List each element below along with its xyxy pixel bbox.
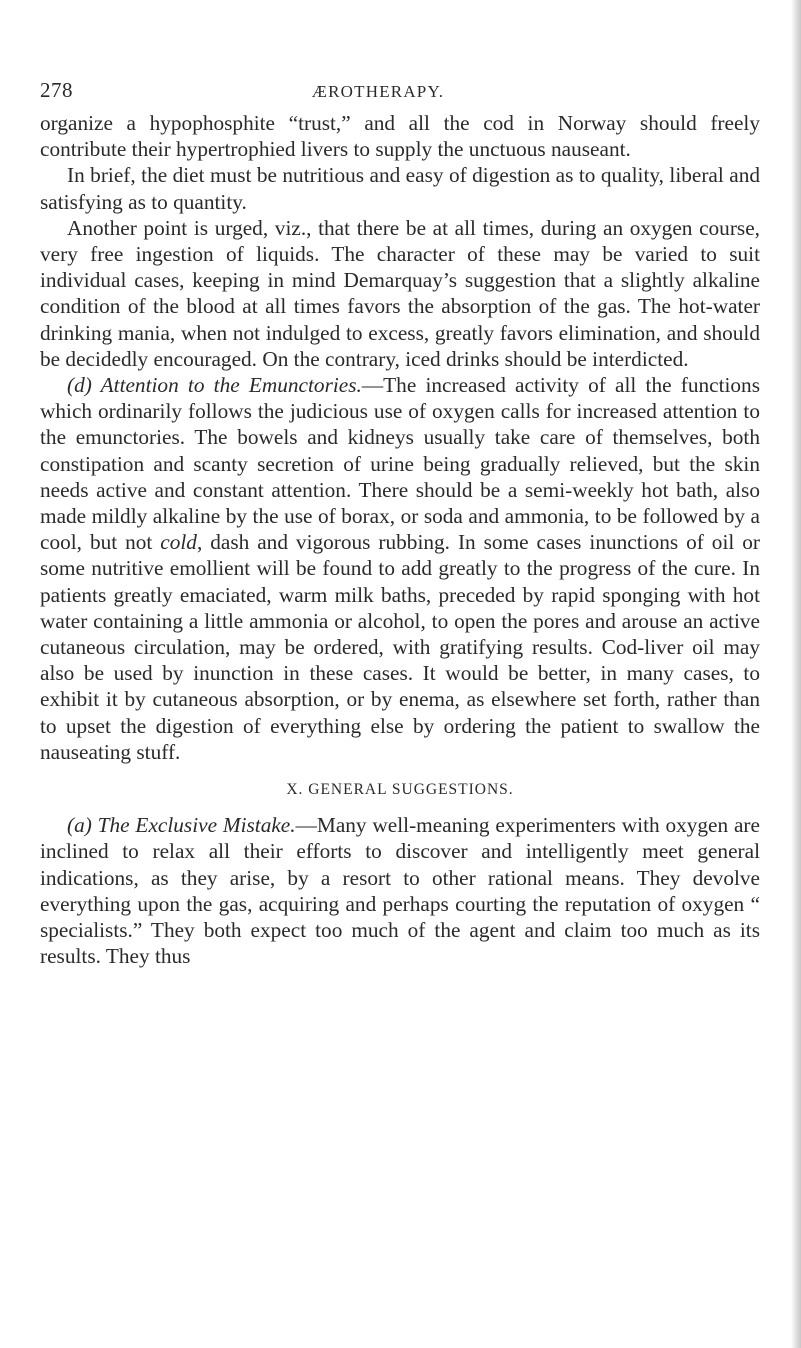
section-heading: X. GENERAL SUGGESTIONS.: [286, 781, 514, 799]
paragraph-exclusive-mistake-text: —Many well-meaning experimenters with oxygen are inclined to relax all their efforts to discover and intelligently meet general indications, as they arise, by a resort to other rational means. They devolve everything upon the gas, acquiring and perhaps courting the reputation of oxygen “ specialists.” They both expect too much of the agent and claim too much as its results. They thus: [40, 813, 760, 969]
page-number: 278: [40, 78, 73, 102]
paragraph-emunctories: [40, 372, 760, 765]
page-edge: [791, 0, 801, 1348]
subsection-label-emunctories: (d) Attention to the Emunctories.: [67, 373, 362, 398]
paragraph-exclusive-mistake: [40, 812, 760, 969]
paragraph-emunctories-text-b: , dash and vigorous rubbing. In some cases inunctions of oil or some nutritive emollient will be found to add greatly to the progress of the cure. In patients greatly emaciated, warm milk baths, preceded by rapid sponging with hot water containing a little ammonia or alcohol, to open the pores and arouse an active cutaneous circulation, may be ordered, with gratifying results. Cod-liver oil may also be used by inunction in these cases. It would be better, in many cases, to exhibit it by cutaneous absorption, or by enema, as elsewhere set forth, rather than to upset the digestion of everything else by ordering the patient to swallow the nauseating stuff.: [40, 530, 760, 764]
running-title: ÆROTHERAPY.: [311, 82, 445, 101]
paragraph-diet: In brief, the diet must be nutritious and easy of digestion as to quality, liberal and satisfying as to quantity.: [40, 163, 760, 214]
emphasis-cold: cold: [160, 530, 197, 555]
body-text: [40, 110, 760, 970]
paragraph-continued: organize a hypophosphite “trust,” and all the cod in Norway should freely contribute their hypertrophied livers to supply the unctuous nauseant.: [40, 111, 760, 162]
subsection-label-exclusive-mistake: (a) The Exclusive Mistake.: [67, 813, 296, 838]
paragraph-liquids: Another point is urged, viz., that there be at all times, during an oxygen course, very free ingestion of liquids. The character of these may be varied to suit individual cases, keeping in mind Demarquay’s suggestion that a slightly alkaline condition of the blood at all times favors the absorption of the gas. The hot-water drinking mania, when not indulged to excess, greatly favors elimination, and should be decidedly encouraged. On the contrary, iced drinks should be interdicted.: [40, 215, 760, 371]
paragraph-emunctories-text-a: —The increased activity of all the functions which ordinarily follows the judicious use of oxygen calls for increased attention to the emunctories. The bowels and kidneys usually take care of themselves, both constipation and scanty secretion of urine being gradually relieved, but the skin needs active and constant attention. There should be a semi-weekly hot bath, also made mildly alkaline by the use of borax, or soda and ammonia, to be followed by a cool, but not: [40, 373, 760, 555]
running-head: [40, 78, 716, 108]
